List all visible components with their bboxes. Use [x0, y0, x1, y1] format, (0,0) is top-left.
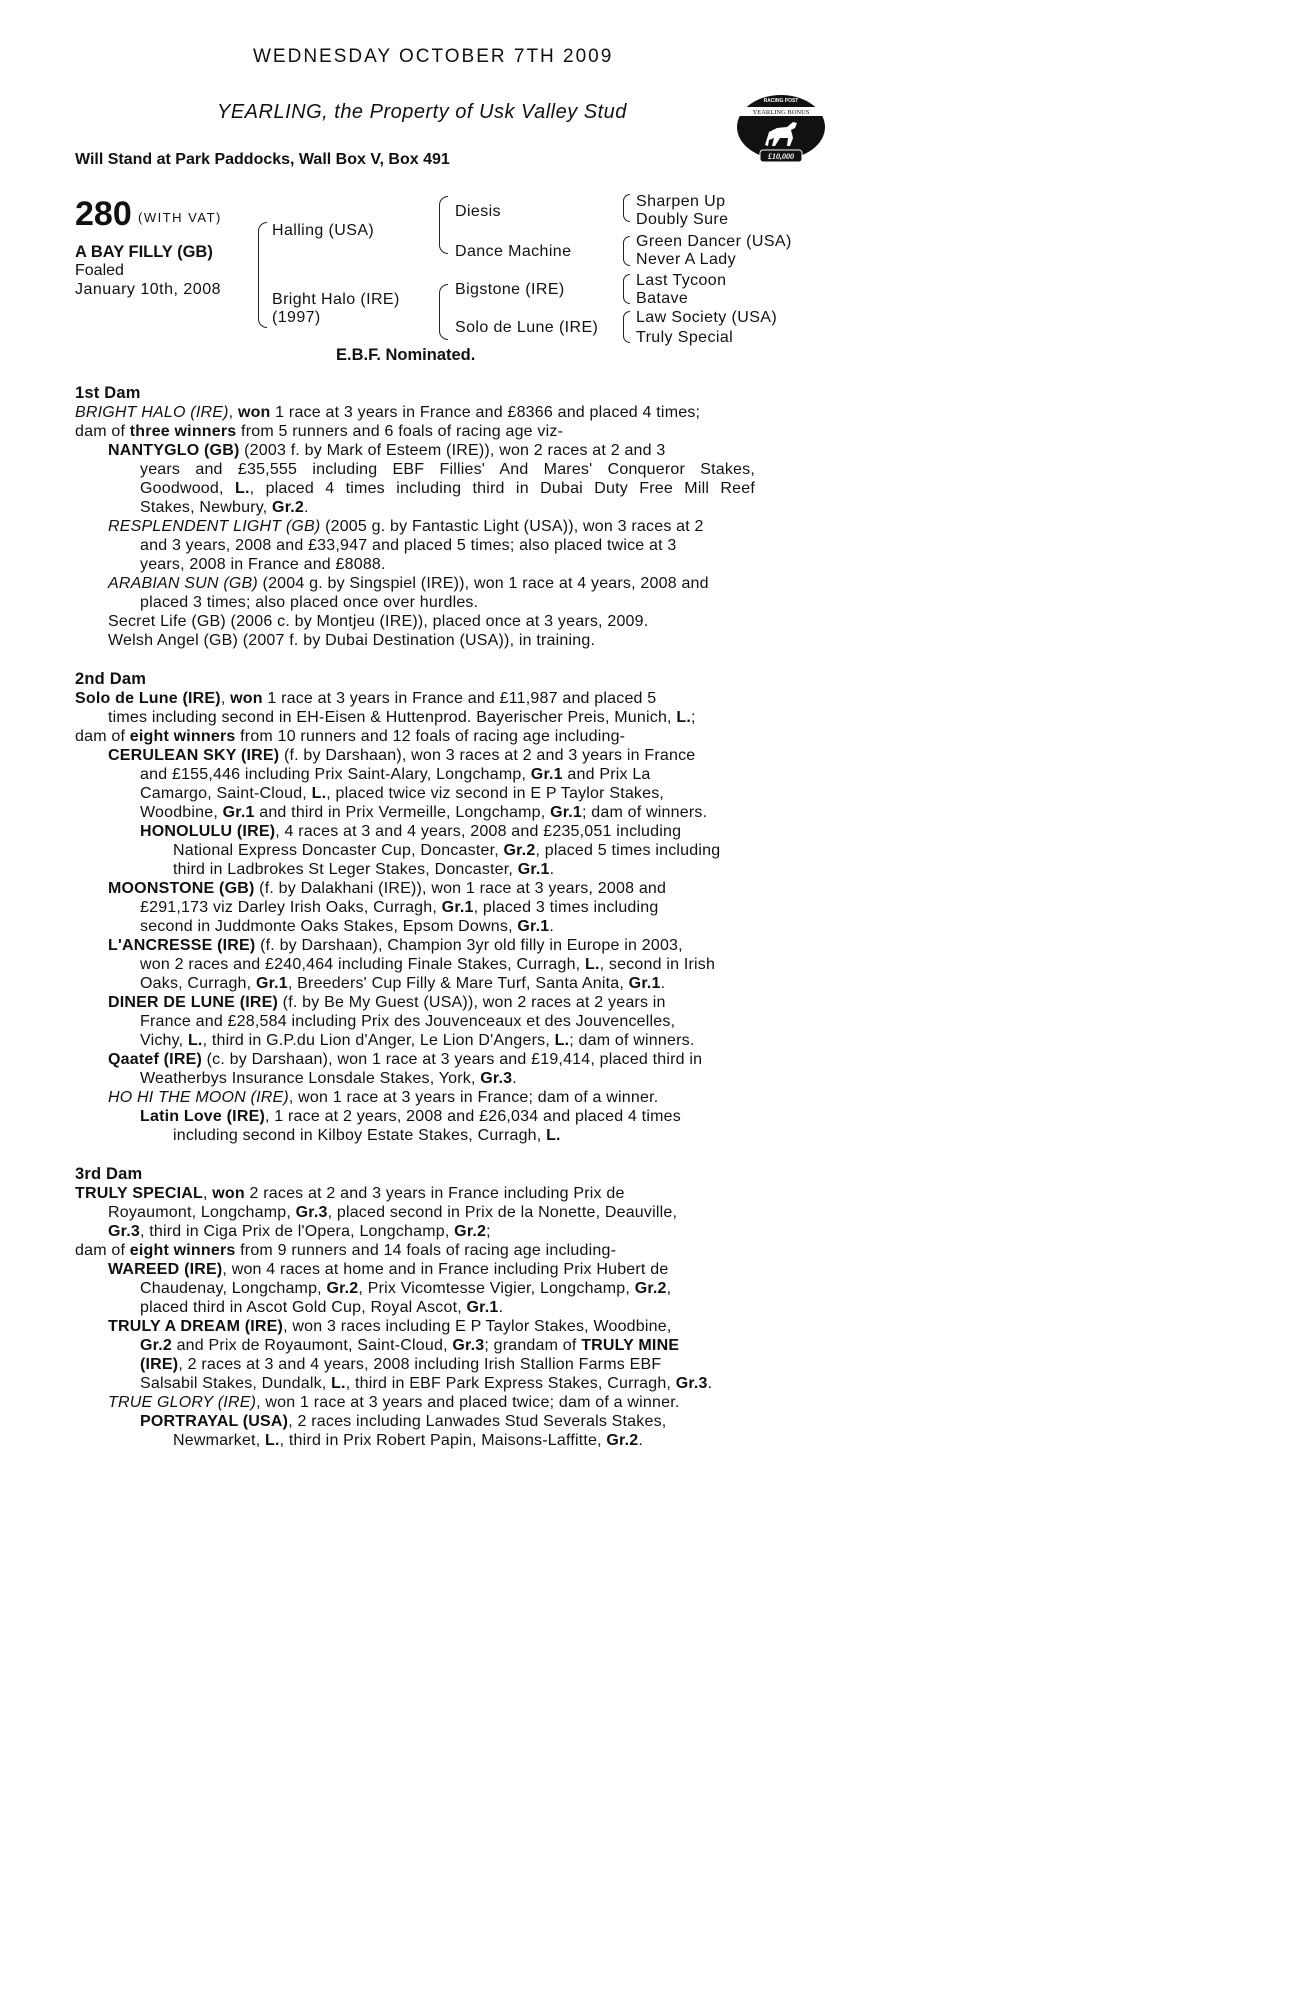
produce-record: Qaatef (IRE) (c. by Darshaan), won 1 race at 3 years and £19,414, placed third in	[108, 1051, 703, 1068]
pedigree-dam-sire: Bigstone (IRE)	[455, 281, 565, 298]
pedigree-sire-sire: Diesis	[455, 203, 501, 220]
produce-record: TRUE GLORY (IRE), won 1 race at 3 years and placed twice; dam of a winner.	[108, 1394, 680, 1411]
produce-record: Welsh Angel (GB) (2007 f. by Dubai Destination (USA)), in training.	[108, 632, 596, 649]
produce-record: MOONSTONE (GB) (f. by Dalakhani (IRE)), won 1 race at 3 years, 2008 and	[108, 880, 667, 897]
pedigree-sire-dam: Dance Machine	[455, 243, 572, 260]
lot-number: 280	[75, 195, 132, 233]
third-dam-heading: 3rd Dam	[75, 1165, 143, 1183]
vat-note: (WITH VAT)	[138, 210, 222, 225]
pedigree-ssd: Doubly Sure	[636, 211, 729, 228]
ebf-note: E.B.F. Nominated.	[336, 346, 476, 364]
produce-record: CERULEAN SKY (IRE) (f. by Darshaan), won 3 races at 2 and 3 years in France	[108, 747, 696, 764]
lot-description: A BAY FILLY (GB)	[75, 243, 213, 261]
pedigree-sds: Green Dancer (USA)	[636, 233, 792, 250]
pedigree-dam: Bright Halo (IRE)	[272, 291, 400, 308]
produce-record: WAREED (IRE), won 4 races at home and in France including Prix Hubert de	[108, 1261, 669, 1278]
foaled-date: January 10th, 2008	[75, 281, 221, 298]
produce-record: HONOLULU (IRE), 4 races at 3 and 4 years, 2008 and £235,051 including	[140, 823, 682, 840]
pedigree-brace-dam	[439, 284, 448, 340]
vendor-line: YEARLING, the Property of Usk Valley Stud	[217, 101, 627, 123]
pedigree-dds: Law Society (USA)	[636, 309, 778, 326]
first-dam-section: 1st Dam BRIGHT HALO (IRE), won 1 race at 3 years in France and £8366 and placed 4 times; dam of three winners from 5 runners and 6 foals of racing age viz- NANTYGLO (GB) (2003 f. by Mark of Esteem (IRE)), won 2 races at 2 and 3 years and £35,555 including EBF Fillies' And Mares' Conqueror Stakes, Goodwood, L., placed 4 times including third in Dubai Duty Free Mill Reef Stakes, Newbury, Gr.2. RESPLENDENT LIGHT (GB) (2005 g. by Fantastic Light (USA)), won 3 races at 2 and 3 years, 2008 and £33,947 and placed 5 times; also placed twice at 3 years, 2008 in France and £8088. ARABIAN SUN (GB) (2004 g. by Singspiel (IRE)), won 1 race at 4 years, 2008 and placed 3 times; also placed once over hurdles. Secret Life (GB) (2006 c. by Montjeu (IRE)), placed once at 3 years, 2009. Welsh Angel (GB) (2007 f. by Dubai Destination (USA)), in training.	[75, 384, 755, 649]
sale-date: WEDNESDAY OCTOBER 7TH 2009	[253, 46, 614, 67]
produce-record: Secret Life (GB) (2006 c. by Montjeu (IRE)), placed once at 3 years, 2009.	[108, 613, 649, 630]
second-dam-section: 2nd Dam Solo de Lune (IRE), won 1 race at 3 years in France and £11,987 and placed 5 times including second in EH-Eisen & Huttenprod. Bayerischer Preis, Munich, L.; dam of eight winners from 10 runners and 12 foals of racing age including- CERULEAN SKY (IRE) (f. by Darshaan), won 3 races at 2 and 3 years in France and £155,446 including Prix Saint-Alary, Longchamp, Gr.1 and Prix La Camargo, Saint-Cloud, L., placed twice viz second in E P Taylor Stakes, Woodbine, Gr.1 and third in Prix Vermeille, Longchamp, Gr.1; dam of winners. HONOLULU (IRE), 4 races at 3 and 4 years, 2008 and £235,051 including National Express Doncaster Cup, Doncaster, Gr.2, placed 5 times including third in Ladbrokes St Leger Stakes, Doncaster, Gr.1. MOONSTONE (GB) (f. by Dalakhani (IRE)), won 1 race at 3 years, 2008 and £291,173 viz Darley Irish Oaks, Curragh, Gr.1, placed 3 times including second in Juddmonte Oaks Stakes, Epsom Downs, Gr.1. L'ANCRESSE (IRE) (f. by Darshaan), Champion 3yr old filly in Europe in 2003, won 2 races and £240,464 including Finale Stakes, Curragh, L., second in Irish Oaks, Curragh, Gr.1, Breeders' Cup Filly & Mare Turf, Santa Anita, Gr.1. DINER DE LUNE (IRE) (f. by Be My Guest (USA)), won 2 races at 2 years in France and £28,584 including Prix des Jouvenceaux et des Jouvencelles, Vichy, L., third in G.P.du Lion d'Anger, Le Lion D'Angers, L.; dam of winners. Qaatef (IRE) (c. by Darshaan), won 1 race at 3 years and £19,414, placed third in Weatherbys Insurance Lonsdale Stakes, York, Gr.3. HO HI THE MOON (IRE), won 1 race at 3 years in France; dam of a winner. Latin Love (IRE), 1 race at 2 years, 2008 and £26,034 and placed 4 times including second in Kilboy Estate Stakes, Curragh, L.	[75, 670, 755, 1145]
third-dam-section: 3rd Dam TRULY SPECIAL, won 2 races at 2 and 3 years in France including Prix de Royaumont, Longchamp, Gr.3, placed second in Prix de la Nonette, Deauville, Gr.3, third in Ciga Prix de l'Opera, Longchamp, Gr.2; dam of eight winners from 9 runners and 14 foals of racing age including- WAREED (IRE), won 4 races at home and in France including Prix Hubert de Chaudenay, Longchamp, Gr.2, Prix Vicomtesse Vigier, Longchamp, Gr.2, placed third in Ascot Gold Cup, Royal Ascot, Gr.1. TRULY A DREAM (IRE), won 3 races including E P Taylor Stakes, Woodbine, Gr.2 and Prix de Royaumont, Saint-Cloud, Gr.3; grandam of TRULY MINE (IRE), 2 races at 3 and 4 years, 2008 including Irish Stallion Farms EBF Salsabil Stakes, Dundalk, L., third in EBF Park Express Stakes, Curragh, Gr.3. TRUE GLORY (IRE), won 1 race at 3 years and placed twice; dam of a winner. PORTRAYAL (USA), 2 races including Lanwades Stud Severals Stakes, Newmarket, L., third in Prix Robert Papin, Maisons-Laffitte, Gr.2.	[75, 1165, 755, 1450]
svg-text:£10,000: £10,000	[768, 152, 794, 161]
pedigree-brace-ds	[623, 274, 630, 304]
produce-record: TRULY A DREAM (IRE), won 3 races including E P Taylor Stakes, Woodbine,	[108, 1318, 672, 1335]
pedigree-dss: Last Tycoon	[636, 272, 727, 289]
pedigree-sdd: Never A Lady	[636, 251, 736, 268]
stand-location: Will Stand at Park Paddocks, Wall Box V, Box 491	[75, 151, 450, 168]
pedigree-brace-ss	[623, 194, 630, 222]
pedigree-brace-sire	[439, 196, 448, 254]
pedigree-sire: Halling (USA)	[272, 222, 375, 239]
pedigree-ddd: Truly Special	[636, 329, 734, 346]
produce-record: NANTYGLO (GB) (2003 f. by Mark of Esteem (IRE)), won 2 races at 2 and 3	[108, 442, 666, 459]
second-dam-heading: 2nd Dam	[75, 670, 147, 688]
produce-record: Latin Love (IRE), 1 race at 2 years, 2008 and £26,034 and placed 4 times	[140, 1108, 681, 1125]
pedigree-dam-year: (1997)	[272, 309, 321, 326]
first-dam-heading: 1st Dam	[75, 384, 141, 402]
pedigree-sss: Sharpen Up	[636, 193, 726, 210]
first-dam-text: BRIGHT HALO (IRE), won 1 race at 3 years in France and £8366 and placed 4 times;	[75, 404, 701, 421]
produce-record: ARABIAN SUN (GB) (2004 g. by Singspiel (IRE)), won 1 race at 4 years, 2008 and	[108, 575, 709, 592]
svg-text:YEARLING BONUS: YEARLING BONUS	[752, 109, 810, 116]
svg-text:RACING POST: RACING POST	[763, 98, 799, 104]
produce-record: DINER DE LUNE (IRE) (f. by Be My Guest (USA)), won 2 races at 2 years in	[108, 994, 666, 1011]
pedigree-brace-dd	[623, 311, 630, 343]
produce-record: PORTRAYAL (USA), 2 races including Lanwades Stud Severals Stakes,	[140, 1413, 667, 1430]
produce-record: HO HI THE MOON (IRE), won 1 race at 3 years in France; dam of a winner.	[108, 1089, 659, 1106]
foaled-label: Foaled	[75, 262, 124, 279]
produce-record: RESPLENDENT LIGHT (GB) (2005 g. by Fantastic Light (USA)), won 3 races at 2	[108, 518, 704, 535]
pedigree-dsd: Batave	[636, 290, 689, 307]
pedigree-brace-main	[258, 222, 267, 328]
produce-record: L'ANCRESSE (IRE) (f. by Darshaan), Champion 3yr old filly in Europe in 2003,	[108, 937, 683, 954]
pedigree-dam-dam: Solo de Lune (IRE)	[455, 319, 599, 336]
yearling-bonus-logo	[735, 90, 827, 168]
pedigree-brace-sd	[623, 236, 630, 266]
